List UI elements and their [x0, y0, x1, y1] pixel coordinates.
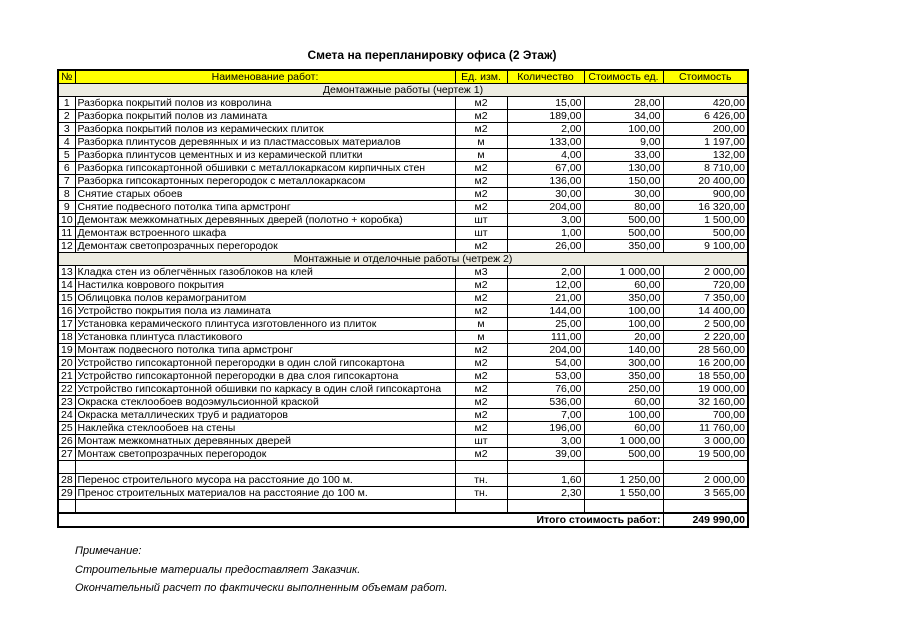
cell-num: 19 — [58, 344, 75, 357]
cell-name: Кладка стен из облегчённых газоблоков на клей — [75, 266, 455, 279]
cell-unit: м3 — [455, 266, 507, 279]
cell-unit_price: 60,00 — [584, 279, 663, 292]
table-row — [58, 474, 748, 487]
cell-name: Монтаж светопрозрачных перегородок — [75, 448, 455, 461]
section-row — [58, 84, 748, 97]
empty-cell — [75, 500, 455, 514]
table-row — [58, 266, 748, 279]
table-row — [58, 331, 748, 344]
cell-qty: 7,00 — [507, 409, 584, 422]
cell-cost: 500,00 — [663, 227, 748, 240]
cell-cost: 18 550,00 — [663, 370, 748, 383]
cell-qty: 12,00 — [507, 279, 584, 292]
cell-unit: м2 — [455, 97, 507, 110]
cell-unit_price: 130,00 — [584, 162, 663, 175]
cell-name: Устройство гипсокартонной перегородки в два слоя гипсокартона — [75, 370, 455, 383]
cell-unit_price: 1 250,00 — [584, 474, 663, 487]
notes-block — [75, 542, 448, 598]
cell-cost: 200,00 — [663, 123, 748, 136]
col-header-qty: Количество — [507, 70, 584, 84]
cell-unit: м — [455, 136, 507, 149]
cell-qty: 76,00 — [507, 383, 584, 396]
table-row — [58, 175, 748, 188]
cell-num: 17 — [58, 318, 75, 331]
total-row — [58, 513, 748, 527]
cell-unit_price: 30,00 — [584, 188, 663, 201]
cell-unit_price: 350,00 — [584, 370, 663, 383]
cell-unit_price: 350,00 — [584, 292, 663, 305]
empty-cell — [663, 500, 748, 514]
section-label: Демонтажные работы (чертеж 1) — [58, 84, 748, 97]
note-line: Строительные материалы предоставляет Заказчик. — [75, 563, 361, 576]
cell-unit: тн. — [455, 474, 507, 487]
cell-unit: м2 — [455, 396, 507, 409]
cell-name: Разборка гипсокартонной обшивки с металлокаркасом кирпичных стен — [75, 162, 455, 175]
cell-name: Монтаж подвесного потолка типа армстронг — [75, 344, 455, 357]
cell-qty: 25,00 — [507, 318, 584, 331]
empty-row — [58, 461, 748, 474]
cell-name: Окраска металлических труб и радиаторов — [75, 409, 455, 422]
cell-cost: 19 000,00 — [663, 383, 748, 396]
cell-num: 13 — [58, 266, 75, 279]
cell-unit_price: 100,00 — [584, 305, 663, 318]
cell-unit: м2 — [455, 448, 507, 461]
cell-cost: 132,00 — [663, 149, 748, 162]
cell-cost: 3 000,00 — [663, 435, 748, 448]
cell-unit_price: 100,00 — [584, 409, 663, 422]
cell-unit_price: 20,00 — [584, 331, 663, 344]
cell-cost: 2 000,00 — [663, 474, 748, 487]
cell-qty: 204,00 — [507, 201, 584, 214]
cell-unit: м2 — [455, 370, 507, 383]
cell-qty: 3,00 — [507, 214, 584, 227]
cell-unit_price: 100,00 — [584, 318, 663, 331]
cell-cost: 900,00 — [663, 188, 748, 201]
cell-name: Разборка плинтусов цементных и из керамической плитки — [75, 149, 455, 162]
table-row — [58, 123, 748, 136]
table-row — [58, 422, 748, 435]
empty-cell — [58, 500, 75, 514]
cell-cost: 1 197,00 — [663, 136, 748, 149]
cell-cost: 16 320,00 — [663, 201, 748, 214]
cell-qty: 204,00 — [507, 344, 584, 357]
col-header-name: Наименование работ: — [75, 70, 455, 84]
cell-qty: 30,00 — [507, 188, 584, 201]
table-row — [58, 240, 748, 253]
cell-cost: 2 000,00 — [663, 266, 748, 279]
table-row — [58, 344, 748, 357]
cell-qty: 39,00 — [507, 448, 584, 461]
cell-num: 25 — [58, 422, 75, 435]
cell-qty: 54,00 — [507, 357, 584, 370]
cell-unit: тн. — [455, 487, 507, 500]
cell-num: 10 — [58, 214, 75, 227]
table-row — [58, 409, 748, 422]
cell-qty: 4,00 — [507, 149, 584, 162]
cell-unit: м — [455, 331, 507, 344]
cell-unit_price: 100,00 — [584, 123, 663, 136]
cell-cost: 28 560,00 — [663, 344, 748, 357]
cell-qty: 2,30 — [507, 487, 584, 500]
cell-cost: 3 565,00 — [663, 487, 748, 500]
cell-num: 2 — [58, 110, 75, 123]
cell-name: Разборка плинтусов деревянных и из пластмассовых материалов — [75, 136, 455, 149]
cell-name: Наклейка стеклообоев на стены — [75, 422, 455, 435]
table-row — [58, 162, 748, 175]
empty-cell — [584, 500, 663, 514]
cell-unit_price: 1 550,00 — [584, 487, 663, 500]
cell-name: Установка плинтуса пластикового — [75, 331, 455, 344]
col-header-unit: Ед. изм. — [455, 70, 507, 84]
cell-name: Разборка гипсокартонных перегородок с металлокаркасом — [75, 175, 455, 188]
table-row — [58, 487, 748, 500]
cell-unit_price: 500,00 — [584, 448, 663, 461]
cell-num: 22 — [58, 383, 75, 396]
cell-cost: 14 400,00 — [663, 305, 748, 318]
cell-qty: 21,00 — [507, 292, 584, 305]
cell-unit: м2 — [455, 422, 507, 435]
cell-qty: 2,00 — [507, 266, 584, 279]
cell-num: 3 — [58, 123, 75, 136]
cell-unit: м2 — [455, 162, 507, 175]
cell-unit: м — [455, 318, 507, 331]
cell-unit: м2 — [455, 110, 507, 123]
cell-unit: м2 — [455, 383, 507, 396]
cell-num: 9 — [58, 201, 75, 214]
col-header-unit-price: Стоимость ед. — [584, 70, 663, 84]
cell-unit_price: 80,00 — [584, 201, 663, 214]
empty-cell — [584, 461, 663, 474]
cell-unit_price: 34,00 — [584, 110, 663, 123]
cell-num: 20 — [58, 357, 75, 370]
cell-unit_price: 140,00 — [584, 344, 663, 357]
cell-cost: 700,00 — [663, 409, 748, 422]
cell-name: Пренос строительных материалов на расстояние до 100 м. — [75, 487, 455, 500]
empty-row — [58, 500, 748, 514]
cell-num: 11 — [58, 227, 75, 240]
cell-unit_price: 33,00 — [584, 149, 663, 162]
cell-qty: 136,00 — [507, 175, 584, 188]
empty-cell — [507, 461, 584, 474]
col-header-num: № — [58, 70, 75, 84]
cell-name: Устройство гипсокартонной перегородки в один слой гипсокартона — [75, 357, 455, 370]
table-row — [58, 188, 748, 201]
cell-cost: 11 760,00 — [663, 422, 748, 435]
cell-unit: м2 — [455, 409, 507, 422]
cell-unit: м2 — [455, 357, 507, 370]
cell-unit_price: 500,00 — [584, 214, 663, 227]
cell-cost: 32 160,00 — [663, 396, 748, 409]
cell-unit_price: 1 000,00 — [584, 266, 663, 279]
cell-cost: 1 500,00 — [663, 214, 748, 227]
cell-qty: 2,00 — [507, 123, 584, 136]
cell-num: 4 — [58, 136, 75, 149]
cell-name: Разборка покрытий полов из ковролина — [75, 97, 455, 110]
cell-num: 12 — [58, 240, 75, 253]
cell-num: 18 — [58, 331, 75, 344]
table-row — [58, 318, 748, 331]
table-row — [58, 97, 748, 110]
cell-qty: 111,00 — [507, 331, 584, 344]
cell-unit_price: 250,00 — [584, 383, 663, 396]
cell-name: Демонтаж межкомнатных деревянных дверей (полотно + коробка) — [75, 214, 455, 227]
cell-qty: 196,00 — [507, 422, 584, 435]
total-value: 249 990,00 — [663, 513, 748, 527]
cell-name: Демонтаж светопрозрачных перегородок — [75, 240, 455, 253]
cell-unit_price: 28,00 — [584, 97, 663, 110]
section-row — [58, 253, 748, 266]
cell-qty: 67,00 — [507, 162, 584, 175]
cell-qty: 3,00 — [507, 435, 584, 448]
total-label: Итого стоимость работ: — [58, 513, 663, 527]
empty-cell — [58, 461, 75, 474]
cell-unit_price: 9,00 — [584, 136, 663, 149]
cell-name: Окраска стеклообоев водоэмульсионной краской — [75, 396, 455, 409]
cell-qty: 189,00 — [507, 110, 584, 123]
table-row — [58, 214, 748, 227]
cell-cost: 19 500,00 — [663, 448, 748, 461]
cell-unit_price: 350,00 — [584, 240, 663, 253]
cell-unit: м2 — [455, 305, 507, 318]
cell-cost: 2 220,00 — [663, 331, 748, 344]
cell-unit: шт — [455, 227, 507, 240]
cell-cost: 16 200,00 — [663, 357, 748, 370]
cell-cost: 6 426,00 — [663, 110, 748, 123]
cell-name: Снятие старых обоев — [75, 188, 455, 201]
cell-num: 24 — [58, 409, 75, 422]
cell-qty: 1,00 — [507, 227, 584, 240]
table-row — [58, 292, 748, 305]
cell-cost: 720,00 — [663, 279, 748, 292]
table-header-row — [58, 70, 748, 84]
cell-unit: м2 — [455, 188, 507, 201]
cell-name: Перенос строительного мусора на расстояние до 100 м. — [75, 474, 455, 487]
table-row — [58, 396, 748, 409]
note-line: Окончательный расчет по фактически выполненным объемам работ. — [75, 582, 448, 594]
cell-unit_price: 60,00 — [584, 396, 663, 409]
cell-unit: шт — [455, 435, 507, 448]
cell-unit_price: 150,00 — [584, 175, 663, 188]
note-heading: Примечание: — [75, 545, 142, 557]
cell-name: Демонтаж встроенного шкафа — [75, 227, 455, 240]
table-row — [58, 357, 748, 370]
cell-qty: 15,00 — [507, 97, 584, 110]
cell-num: 27 — [58, 448, 75, 461]
cell-unit_price: 60,00 — [584, 422, 663, 435]
table-row — [58, 110, 748, 123]
cell-unit_price: 1 000,00 — [584, 435, 663, 448]
cell-name: Установка керамического плинтуса изготовленного из плиток — [75, 318, 455, 331]
table-row — [58, 149, 748, 162]
empty-cell — [75, 461, 455, 474]
cell-unit: м2 — [455, 240, 507, 253]
cell-unit: м2 — [455, 292, 507, 305]
cell-name: Разборка покрытий полов из керамических плиток — [75, 123, 455, 136]
table-row — [58, 305, 748, 318]
estimate-table — [57, 69, 749, 528]
cell-unit: м2 — [455, 175, 507, 188]
cell-qty: 53,00 — [507, 370, 584, 383]
cell-num: 23 — [58, 396, 75, 409]
cell-qty: 536,00 — [507, 396, 584, 409]
empty-cell — [455, 500, 507, 514]
cell-num: 6 — [58, 162, 75, 175]
table-row — [58, 448, 748, 461]
document-title: Смета на перепланировку офиса (2 Этаж) — [307, 48, 557, 62]
cell-unit_price: 500,00 — [584, 227, 663, 240]
section-label: Монтажные и отделочные работы (четреж 2) — [58, 253, 748, 266]
cell-unit: м2 — [455, 201, 507, 214]
table-row — [58, 435, 748, 448]
cell-num: 5 — [58, 149, 75, 162]
cell-cost: 7 350,00 — [663, 292, 748, 305]
table-row — [58, 370, 748, 383]
cell-qty: 133,00 — [507, 136, 584, 149]
empty-cell — [663, 461, 748, 474]
cell-name: Облицовка полов керамогранитом — [75, 292, 455, 305]
table-row — [58, 227, 748, 240]
empty-cell — [455, 461, 507, 474]
cell-num: 28 — [58, 474, 75, 487]
cell-num: 7 — [58, 175, 75, 188]
empty-cell — [507, 500, 584, 514]
cell-name: Настилка коврового покрытия — [75, 279, 455, 292]
table-row — [58, 279, 748, 292]
col-header-cost: Стоимость — [663, 70, 748, 84]
cell-cost: 420,00 — [663, 97, 748, 110]
cell-num: 8 — [58, 188, 75, 201]
table-row — [58, 136, 748, 149]
cell-name: Разборка покрытий полов из ламината — [75, 110, 455, 123]
cell-name: Монтаж межкомнатных деревянных дверей — [75, 435, 455, 448]
cell-num: 1 — [58, 97, 75, 110]
cell-qty: 144,00 — [507, 305, 584, 318]
table-row — [58, 201, 748, 214]
cell-cost: 9 100,00 — [663, 240, 748, 253]
cell-num: 26 — [58, 435, 75, 448]
cell-name: Устройство гипсокартонной обшивки по каркасу в один слой гипсокартона — [75, 383, 455, 396]
cell-unit: м2 — [455, 123, 507, 136]
cell-cost: 20 400,00 — [663, 175, 748, 188]
cell-unit: м2 — [455, 344, 507, 357]
cell-name: Устройство покрытия пола из ламината — [75, 305, 455, 318]
cell-cost: 2 500,00 — [663, 318, 748, 331]
cell-num: 14 — [58, 279, 75, 292]
cell-num: 16 — [58, 305, 75, 318]
cell-unit: шт — [455, 214, 507, 227]
cell-qty: 26,00 — [507, 240, 584, 253]
cell-name: Снятие подвесного потолка типа армстронг — [75, 201, 455, 214]
cell-unit: м — [455, 149, 507, 162]
cell-unit: м2 — [455, 279, 507, 292]
cell-num: 29 — [58, 487, 75, 500]
cell-num: 15 — [58, 292, 75, 305]
cell-cost: 8 710,00 — [663, 162, 748, 175]
cell-unit_price: 300,00 — [584, 357, 663, 370]
cell-num: 21 — [58, 370, 75, 383]
table-row — [58, 383, 748, 396]
cell-qty: 1,60 — [507, 474, 584, 487]
